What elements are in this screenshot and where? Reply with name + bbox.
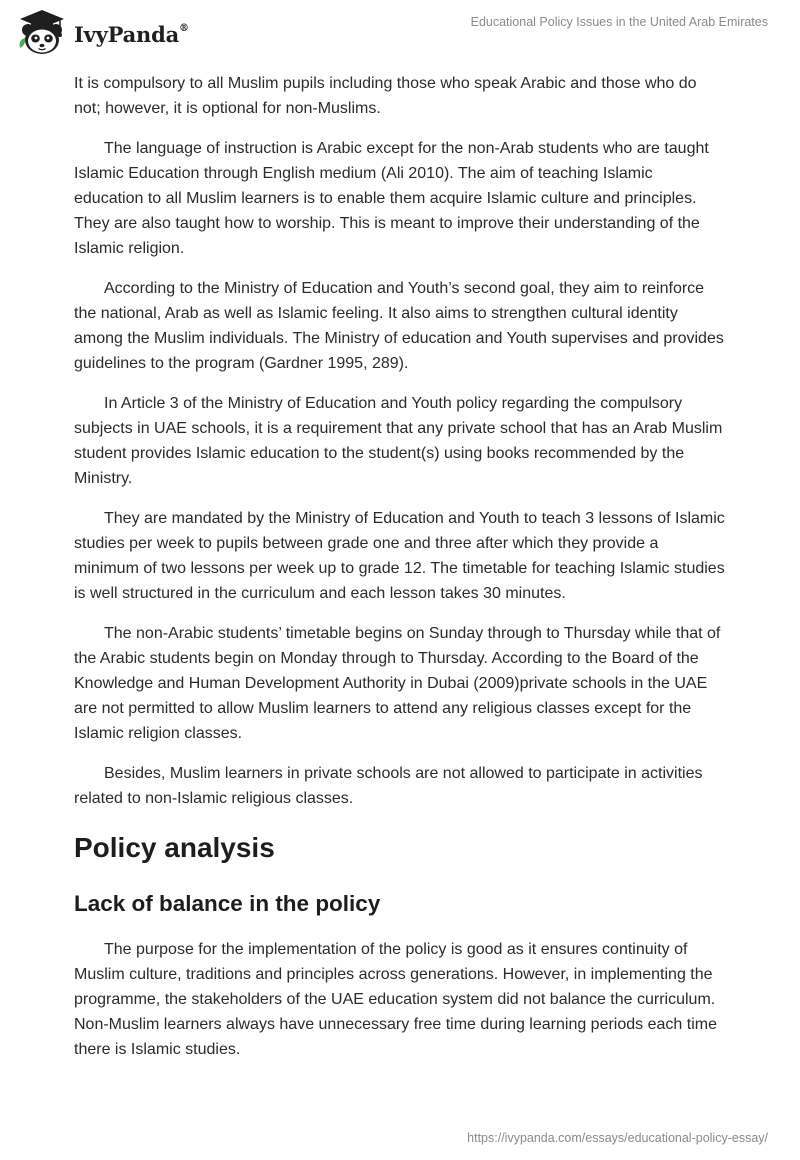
paragraph: They are mandated by the Ministry of Education and Youth to teach 3 lessons of Islamic studies per week to pupils between grade one and three after which they provide a minimum of two lessons per week up to grade 12. The timetable for teaching Islamic studies is well structured in the curriculum and each lesson takes 30 minutes.: [74, 510, 725, 602]
section-heading: Policy analysis: [74, 832, 275, 863]
subsection-heading: Lack of balance in the policy: [74, 891, 381, 916]
paragraph: Besides, Muslim learners in private schools are not allowed to participate in activities related to non-Islamic religious classes.: [74, 765, 703, 807]
panda-graduate-icon: [16, 8, 68, 56]
paragraph: The purpose for the implementation of the policy is good as it ensures continuity of Muslim culture, traditions and principles across generations. However, in implementing the programme, the stakeholders of the UAE education system did not balance the curriculum. Non-Muslim learners always have unnecessary free time during learning periods each time there is Islamic studies.: [74, 941, 717, 1058]
paragraph: The non-Arabic students’ timetable begins on Sunday through to Thursday while that of the Arabic students begin on Monday through to Thursday. According to the Board of the Knowledge and Human Development Authority in Dubai (2009)private schools in the UAE are not permitted to allow Muslim learners to attend any religious classes except for the Islamic religion classes.: [74, 625, 721, 742]
paragraph: It is compulsory to all Muslim pupils including those who speak Arabic and those who do not; however, it is optional for non-Muslims.: [74, 75, 697, 117]
source-url[interactable]: https://ivypanda.com/essays/educational-policy-essay/: [467, 1131, 768, 1145]
brand-name: IvyPanda®: [74, 21, 189, 47]
page-header: [0, 0, 800, 66]
brand-logo[interactable]: [16, 8, 189, 56]
paragraph: According to the Ministry of Education and Youth’s second goal, they aim to reinforce the national, Arab as well as Islamic feeling. It also aims to strengthen cultural identity among the Muslim individuals. The Ministry of education and Youth supervises and provides guidelines to the program (Gardner 1995, 289).: [74, 280, 724, 372]
paragraph: The language of instruction is Arabic except for the non-Arab students who are taught Islamic Education through English medium (Ali 2010). The aim of teaching Islamic education to all Muslim learners is to enable them acquire Islamic culture and principles. They are also taught how to worship. This is meant to improve their understanding of the Islamic religion.: [74, 140, 709, 257]
paragraph: In Article 3 of the Ministry of Education and Youth policy regarding the compulsory subjects in UAE schools, it is a requirement that any private school that has an Arab Muslim student provides Islamic education to the student(s) using books recommended by the Ministry.: [74, 395, 723, 487]
document-title: Educational Policy Issues in the United Arab Emirates: [470, 15, 768, 29]
article-body: [74, 71, 726, 1077]
